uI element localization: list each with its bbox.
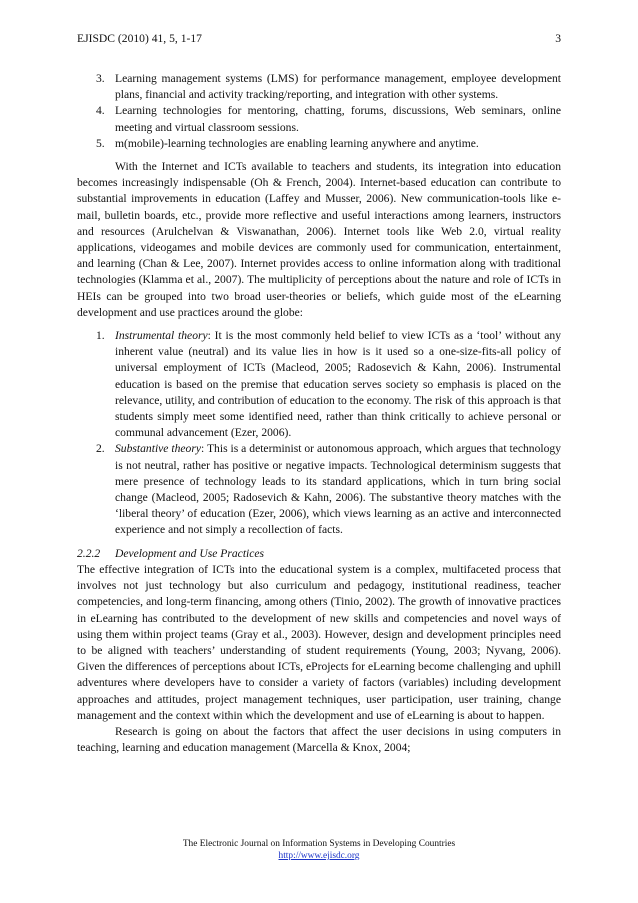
section-number: 2.2.2 [77,546,101,560]
paragraph-development-practices: The effective integration of ICTs into the educational system is a complex, multifaceted process that involves not just technology but also curriculum and pedagogy, institutional readiness, teacher competencies, and long-term financing, among others (Tinio, 2002). The growth of innovative practices in eLearning has contributed to the development of new skills and competencies and novel ways of using them within project teams (Gray et al., 2003). However, design and development principles need to be aligned with teachers’ understanding of student requirements (Young, 2003; Nyvang, 2006). Given the differences of perceptions about ICTs, eProjects for eLearning become challenging and uphill adventures where developers have to consider a variety of factors (variables) including development approaches and attitudes, project management techniques, user participation, user training, change management and the context within which the development and use of eLearning is about to happen. [77,562,561,722]
numbered-list-technologies [77,71,561,152]
journal-citation: EJISDC (2010) 41, 5, 1-17 [77,32,202,45]
list-text: : This is a determinist or autonomous approach, which argues that technology is not neutral, rather has positive or negative impacts. Technological determinism suggests that mere presence of technology leads to its standard applications, which in turn bring social change (Macleod, 2005; Radosevich & Kahn, 2006). The substantive theory matches with the ‘liberal theory’ of education (Ezer, 2006), which views learning as an active and interconnected experience and not simply a recollection of facts. [115,442,561,537]
list-number: 2. [96,442,105,456]
list-item [77,136,561,152]
list-number: 3. [96,72,105,85]
list-number: 5. [96,136,105,150]
section-title: Development and Use Practices [115,546,265,560]
page-body [77,71,561,756]
list-text: m(mobile)-learning technologies are enabling learning anywhere and anytime. [115,136,479,150]
page-footer [77,838,561,862]
paragraph-internet-icts: With the Internet and ICTs available to teachers and students, its integration into education becomes increasingly indispensable (Oh & French, 2004). Internet-based education can contribute to substantial improvements in education (Laffey and Musser, 2006). New communication-tools like e-mail, bulletin boards, etc., provide more reflective and useful interactions among learners, instructors and resources (Arulchelvan & Viswanathan, 2006). Internet tools like Web 2.0, virtual reality applications, videogames and mobile devices are commonly used for communication, entertainment, and learning (Chan & Lee, 2007). Internet provides access to online information along with traditional technologies (Klamma et al., 2007). The multiplicity of perceptions about the nature and role of ICTs in HEIs can be grouped into two broad user-theories or beliefs, which guide most of the eLearning development and use practices around the globe: [77,160,561,319]
list-item [77,441,561,538]
list-item [77,328,561,441]
list-text: : It is the most commonly held belief to view ICTs as a ‘tool’ without any inherent value (neutral) and its value lies in how is it used so a one-size-fits-all policy of universal employment of ICTs (Macleod, 2005; Radosevich & Kahn, 2006). Instrumental education is based on the premise that education serves society so emphasis is placed on the relevance, utility, and contribution of education to the economy. The risk of this approach is that students simply meet some identified need, rather than think critically to achieve personal or communal advancement (Ezer, 2006). [115,329,561,440]
list-item [77,103,561,135]
footer-journal-name: The Electronic Journal on Information Systems in Developing Countries [182,839,456,849]
list-item [77,71,561,103]
theory-term: Substantive theory [115,442,202,456]
list-number: 4. [96,104,105,118]
numbered-list-theories [77,328,561,539]
list-text: Learning management systems (LMS) for performance management, employee development plans, financial and activity tracking/reporting, and integration with other systems. [115,72,561,102]
theory-term: Instrumental theory [115,329,208,343]
section-heading [77,546,561,562]
paragraph-research-factors: Research is going on about the factors that affect the user decisions in using computers in teaching, learning and education management (Marcella & Knox, 2004; [77,724,561,755]
list-text: Learning technologies for mentoring, chatting, forums, discussions, Web seminars, online meeting and virtual classroom sessions. [115,104,561,134]
list-number: 1. [96,329,105,343]
running-header [77,32,561,48]
page-number: 3 [555,32,561,45]
footer-journal-link[interactable]: http://www.ejisdc.org [278,851,360,861]
